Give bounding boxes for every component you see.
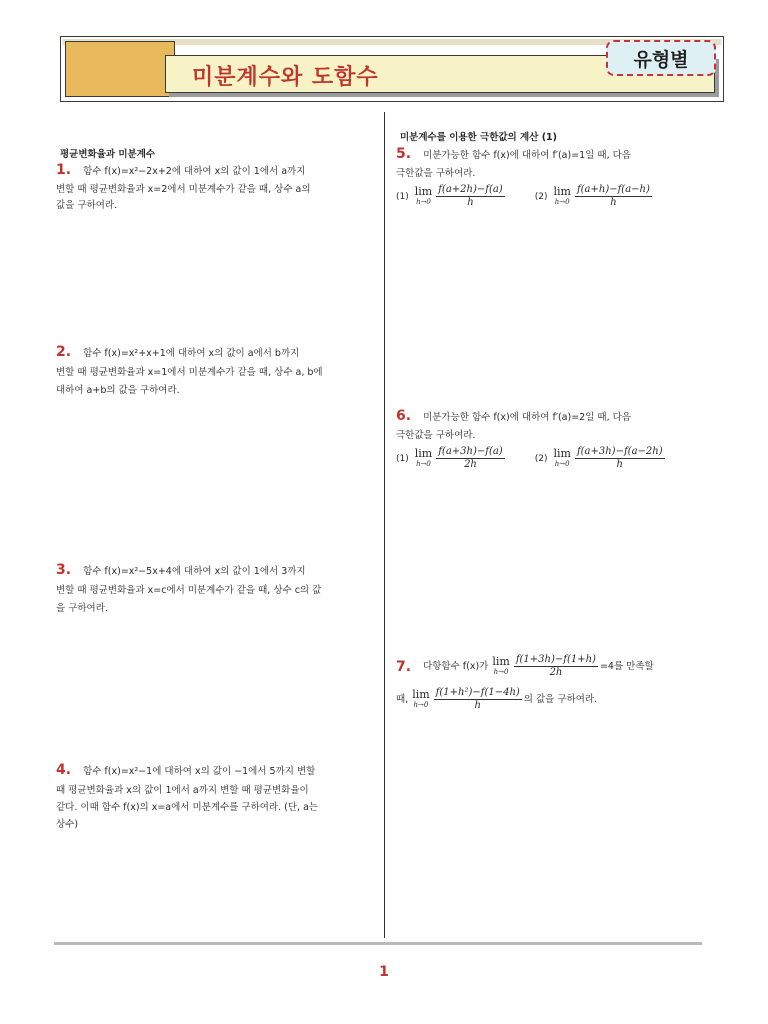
problem-text-line: 함수 f(x)=x²+x+1에 대하여 x의 값이 a에서 b까지 bbox=[83, 348, 300, 359]
sub-item-label: (2) bbox=[534, 191, 548, 202]
problem-1 bbox=[56, 160, 376, 214]
problem-text-line: 같다. 이때 함수 f(x)의 x=a에서 미분계수를 구하여라. (단, a는 bbox=[56, 802, 319, 813]
problem-text-line: 극한값을 구하여라. bbox=[396, 168, 476, 179]
sub-item-label: (1) bbox=[396, 453, 409, 464]
page-title: 미분계수와 도함수 bbox=[192, 65, 379, 90]
sub-items bbox=[396, 184, 714, 209]
problem-5 bbox=[396, 144, 714, 209]
fraction: $\frac{f(a+h)-f(a-h)}{h}$ bbox=[576, 184, 650, 208]
problem-text-line: 을 구하여라. bbox=[56, 603, 108, 614]
problem-text-line: 때 평균변화율과 x의 값이 1에서 a까지 변할 때 평균변화율이 bbox=[56, 785, 309, 796]
problem-text: 다항함수 f(x)가 bbox=[423, 660, 489, 672]
problem-number: 5. bbox=[396, 146, 412, 162]
problem-number: 4. bbox=[56, 762, 72, 778]
problem-text: 의 값을 구하여라. bbox=[523, 693, 598, 705]
problem-number: 1. bbox=[56, 162, 72, 178]
page-number: 1 bbox=[379, 964, 389, 980]
problem-3 bbox=[56, 560, 376, 618]
problem-text: 때, bbox=[396, 693, 409, 705]
problem-number: 7. bbox=[396, 658, 412, 675]
problem-7-line-2 bbox=[396, 687, 714, 712]
sub-items bbox=[396, 446, 714, 471]
fraction: $\frac{f(a+3h)-f(a-2h)}{h}$ bbox=[576, 446, 663, 470]
fraction: $\frac{\text{f(1+h²)−f(1−4h)}}{h}$ bbox=[435, 687, 520, 711]
problem-text-line: 미분가능한 함수 f(x)에 대하여 f′(a)=1일 때, 다음 bbox=[423, 150, 631, 161]
problem-text-line: 변할 때 평균변화율과 x=2에서 미분계수가 같을 때, 상수 a의 bbox=[56, 184, 311, 195]
problem-number: 6. bbox=[396, 408, 412, 424]
column-divider bbox=[384, 112, 385, 938]
footer-rule bbox=[54, 942, 702, 945]
sub-item-label: (1) bbox=[396, 191, 409, 202]
limit-operator: lim h→0 bbox=[412, 687, 430, 709]
fraction: $\frac{f(a+2h)-f(a)}{h}$ bbox=[438, 184, 503, 208]
problem-text-line: 극한값을 구하여라. bbox=[396, 430, 476, 441]
problem-4 bbox=[56, 760, 376, 833]
problem-text-line: 변할 때 평균변화율과 x=1에서 미분계수가 같을 때, 상수 a, b에 bbox=[56, 367, 323, 378]
problem-2 bbox=[56, 342, 376, 400]
limit-operator: lim h→0 bbox=[414, 446, 433, 468]
problem-6 bbox=[396, 406, 714, 471]
problem-text-line: 대하여 a+b의 값을 구하여라. bbox=[56, 385, 180, 396]
sub-item-label: (2) bbox=[534, 453, 548, 464]
problem-text-line: 상수) bbox=[56, 819, 79, 830]
limit-operator: lim h→0 bbox=[553, 446, 571, 468]
section-title-left: 평균변화율과 미분계수 bbox=[60, 149, 156, 160]
problem-number: 2. bbox=[56, 344, 72, 360]
problem-text-line: 함수 f(x)=x²−1에 대하여 x의 값이 −1에서 5까지 변할 bbox=[83, 766, 316, 777]
problem-text: =4를 만족할 bbox=[599, 660, 654, 672]
fraction: $\frac{f(a+3h)-f(a)}{2h}$ bbox=[438, 446, 503, 470]
problem-text-line: 함수 f(x)=x²−5x+4에 대하여 x의 값이 1에서 3까지 bbox=[83, 566, 306, 577]
problem-text-line: 미분가능한 함수 f(x)에 대하여 f′(a)=2일 때, 다음 bbox=[423, 412, 631, 423]
type-badge: 유형별 bbox=[606, 40, 716, 76]
limit-operator: lim h→0 bbox=[492, 654, 510, 676]
problem-text-line: 값을 구하여라. bbox=[56, 200, 118, 211]
problem-text-line: 함수 f(x)=x²−2x+2에 대하여 x의 값이 1에서 a까지 bbox=[83, 166, 306, 177]
banner-accent-block bbox=[65, 41, 175, 97]
problem-number: 3. bbox=[56, 562, 72, 578]
section-title-right: 미분계수를 이용한 극한값의 계산 (1) bbox=[400, 132, 558, 143]
problem-7-line-1 bbox=[396, 654, 714, 679]
problem-7 bbox=[396, 654, 714, 712]
fraction: $\frac{f(1+3h)-f(1+h)}{2h}$ bbox=[515, 654, 596, 678]
limit-operator: lim h→0 bbox=[553, 184, 571, 206]
problem-text-line: 변할 때 평균변화율과 x=c에서 미분계수가 같을 때, 상수 c의 값 bbox=[56, 585, 322, 596]
limit-operator: lim h→0 bbox=[414, 184, 433, 206]
